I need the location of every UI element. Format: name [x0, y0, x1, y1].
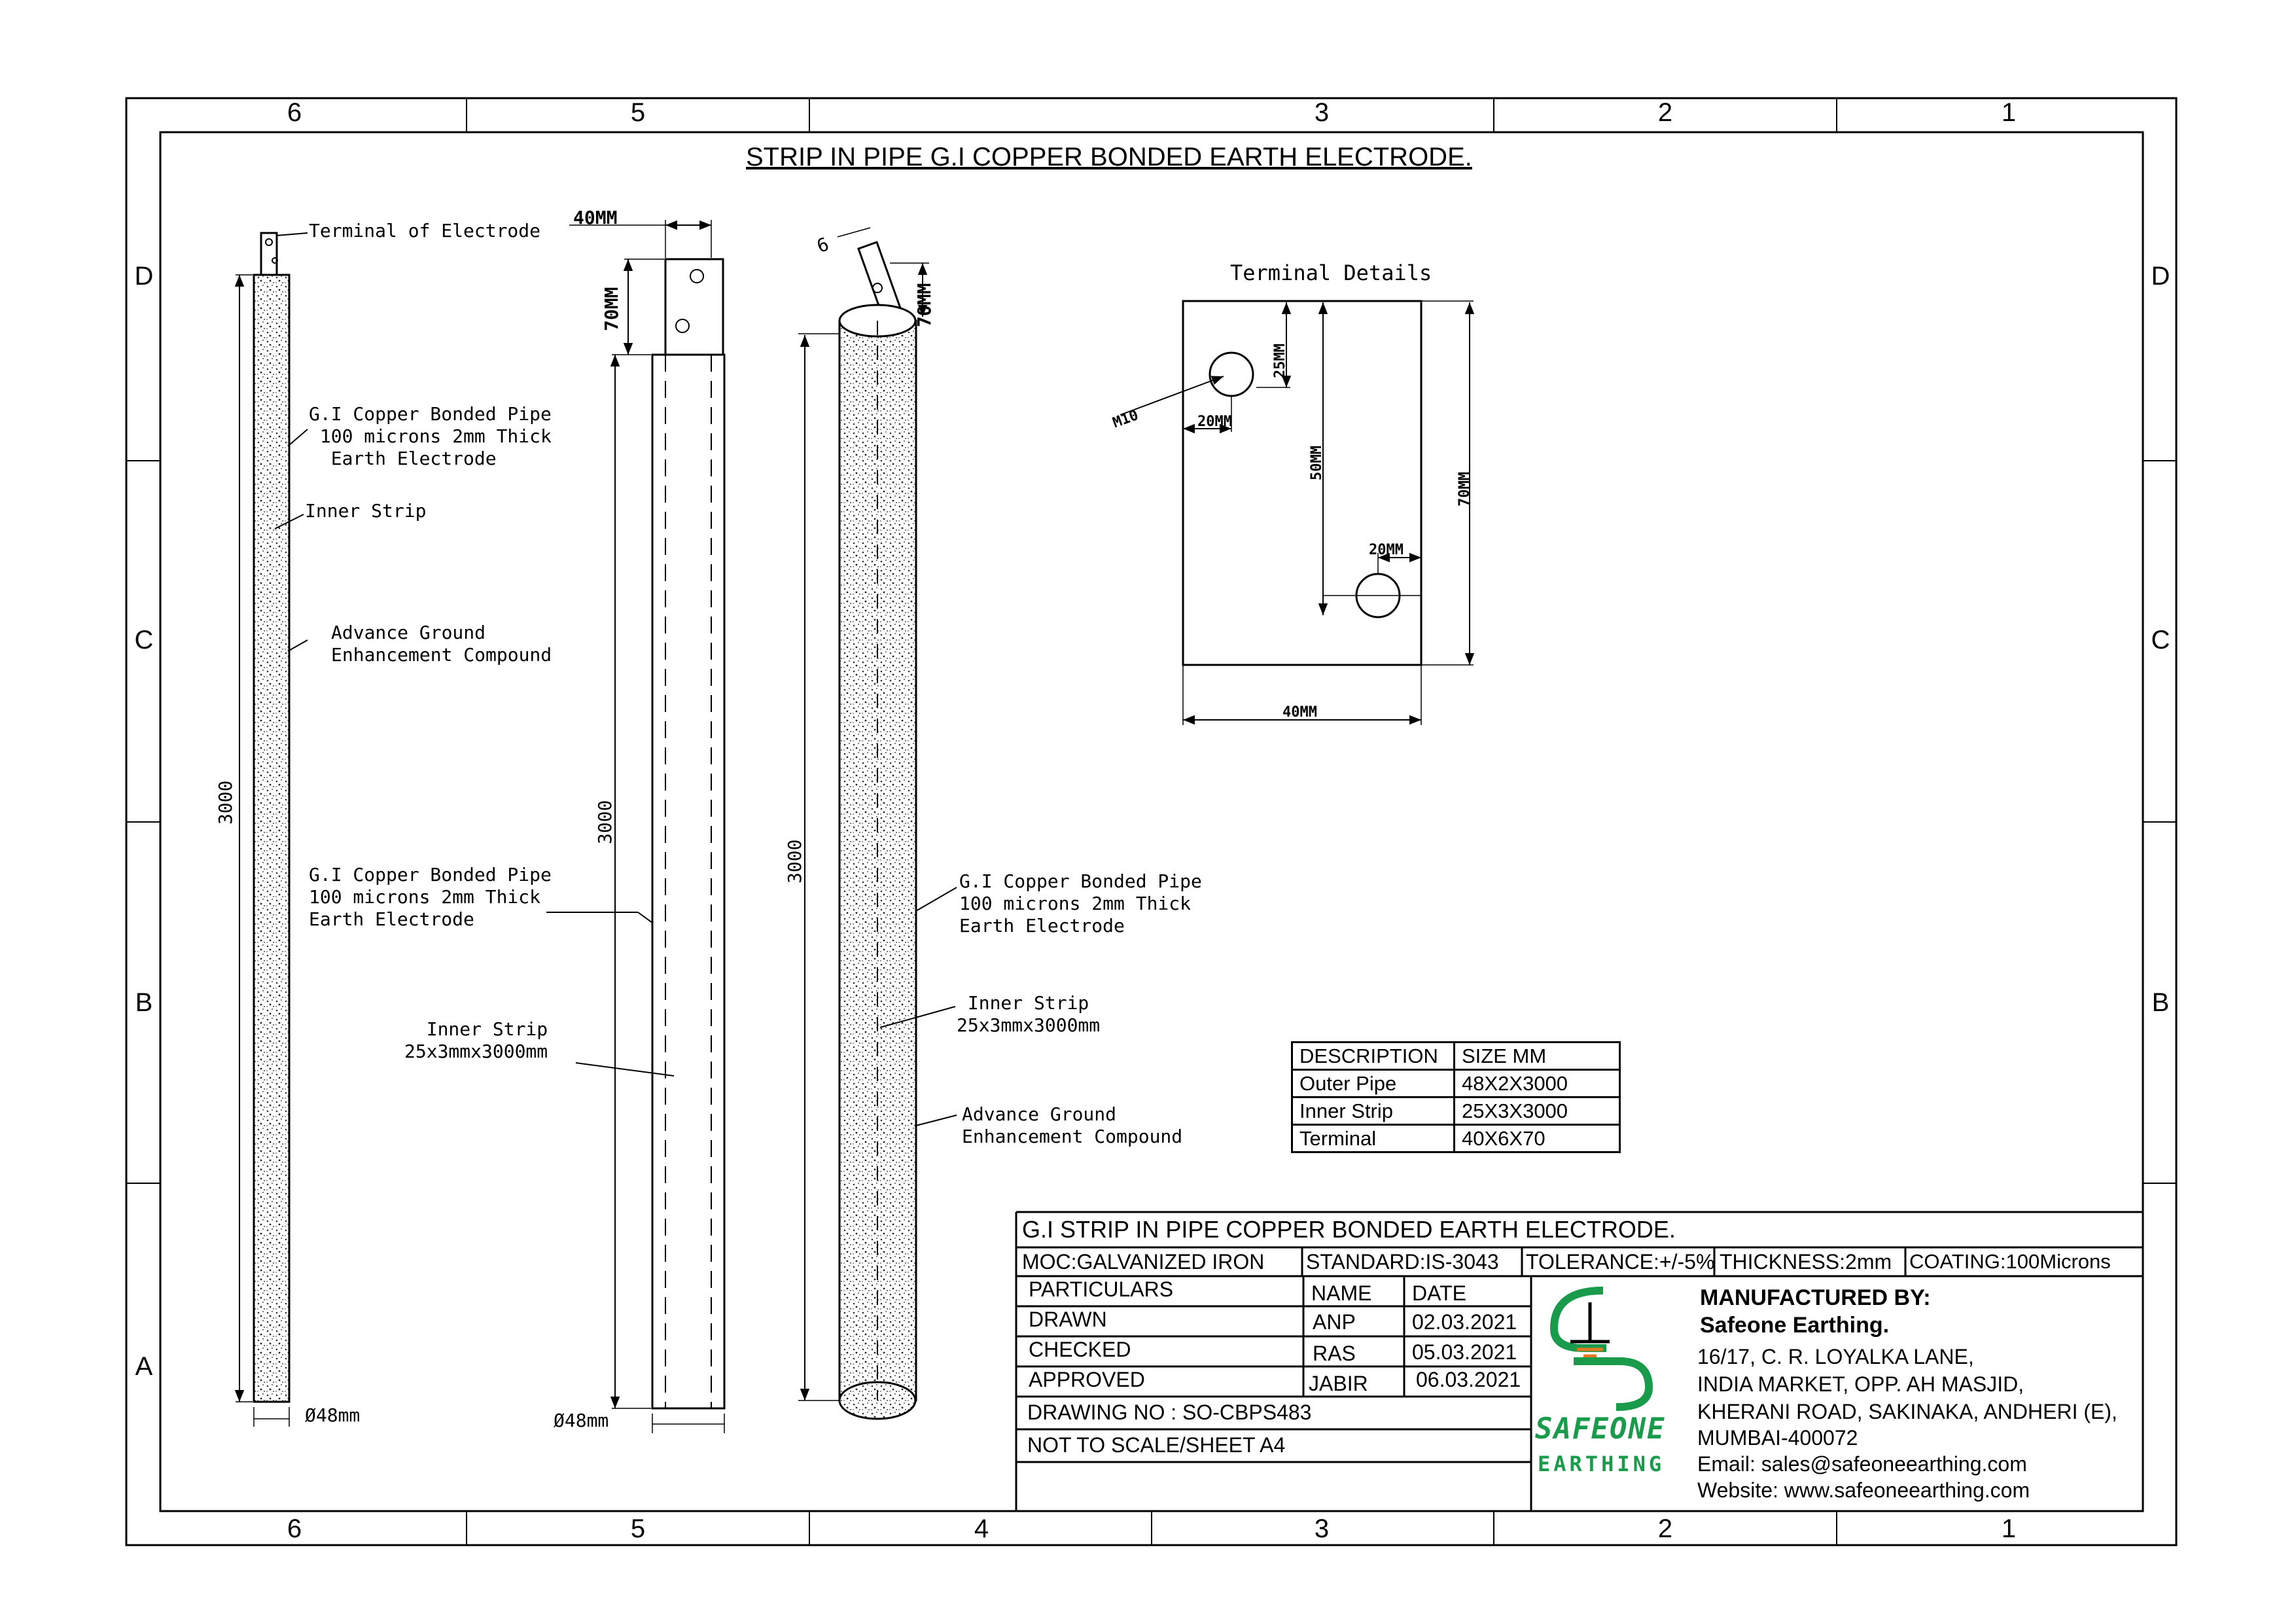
electrode-view-3 — [798, 228, 957, 1419]
tb-checked-name: RAS — [1313, 1342, 1356, 1365]
tb-standard — [1306, 1250, 1499, 1274]
zone-bottom-1: 1 — [2001, 1514, 2017, 1543]
td-dim-50: 50MM — [1309, 446, 1325, 480]
v2-length: 3000 — [594, 800, 616, 844]
mfr-website[interactable]: Website: www.safeoneearthing.com — [1697, 1478, 2030, 1502]
zone-top-1: 1 — [2001, 98, 2017, 127]
tb-tolerance-value: +/-5% — [1659, 1250, 1715, 1274]
tb-approved-date: 06.03.2021 — [1416, 1368, 1521, 1391]
tb-row-checked: CHECKED — [1029, 1338, 1131, 1361]
tb-tolerance — [1526, 1250, 1714, 1274]
terminal-details-title: Terminal Details — [1230, 260, 1432, 285]
tb-drawn-name: ANP — [1313, 1310, 1356, 1334]
mfr-address-line-3: KHERANI ROAD, SAKINAKA, ANDHERI (E), — [1697, 1400, 2117, 1423]
spec-cell: 40X6X70 — [1455, 1125, 1620, 1152]
zone-bottom-4: 4 — [974, 1514, 989, 1543]
tb-thickness — [1720, 1250, 1892, 1274]
zone-top-5: 5 — [630, 98, 646, 127]
tb-row-approved: APPROVED — [1029, 1368, 1145, 1391]
mfr-email[interactable]: Email: sales@safeoneearthing.com — [1697, 1452, 2027, 1476]
tb-standard-label: STANDARD: — [1306, 1250, 1426, 1274]
v1-inner-strip-label: Inner Strip — [305, 500, 427, 522]
safeone-logo — [1554, 1291, 1649, 1407]
zone-bottom-5: 5 — [630, 1514, 646, 1543]
tb-title: G.I STRIP IN PIPE COPPER BONDED EARTH ELECTRODE. — [1022, 1216, 1676, 1243]
v2-terminal-height: 70MM — [601, 287, 622, 331]
tb-coating — [1909, 1250, 2111, 1274]
zone-right-c: C — [2151, 626, 2170, 654]
terminal-details — [1120, 301, 1474, 725]
v3-length: 3000 — [784, 839, 805, 883]
tb-approved-name: JABIR — [1309, 1372, 1368, 1395]
v1-terminal-label: Terminal of Electrode — [309, 220, 541, 241]
spec-cell: 48X2X3000 — [1455, 1070, 1620, 1097]
table-row — [1292, 1070, 1620, 1097]
tb-moc-value: GALVANIZED IRON — [1076, 1250, 1265, 1274]
v1-compound-label: Advance Ground Enhancement Compound — [331, 622, 552, 666]
v2-pipe-label: G.I Copper Bonded Pipe 100 microns 2mm Thick Earth Electrode — [309, 864, 552, 930]
spec-header-row — [1292, 1043, 1620, 1070]
tb-thickness-value: 2mm — [1845, 1250, 1892, 1274]
td-dim-20-top: 20MM — [1197, 414, 1232, 430]
zone-top-3: 3 — [1314, 98, 1330, 127]
v1-pipe-label: G.I Copper Bonded Pipe 100 microns 2mm Thick Earth Electrode — [309, 403, 552, 469]
tb-scale: NOT TO SCALE/SHEET A4 — [1027, 1433, 1286, 1457]
zone-left-d: D — [134, 262, 154, 291]
zone-bottom-2: 2 — [1657, 1514, 1673, 1543]
td-dim-40: 40MM — [1282, 704, 1317, 721]
tb-moc-label: MOC: — [1022, 1250, 1077, 1274]
v2-width: 40MM — [573, 207, 618, 228]
tb-tolerance-label: TOLERANCE: — [1526, 1250, 1659, 1274]
tb-drawn-date: 02.03.2021 — [1412, 1310, 1517, 1334]
spec-table — [1291, 1041, 1621, 1153]
tb-moc — [1022, 1250, 1264, 1274]
spec-cell: Terminal — [1292, 1125, 1455, 1152]
spec-cell: Inner Strip — [1292, 1097, 1455, 1125]
zone-bottom-3: 3 — [1314, 1514, 1330, 1543]
table-row — [1292, 1125, 1620, 1152]
zone-top-2: 2 — [1657, 98, 1673, 127]
electrode-view-2 — [546, 220, 724, 1433]
spec-cell: 25X3X3000 — [1455, 1097, 1620, 1125]
logo-text-earthing: EARTHING — [1538, 1452, 1665, 1476]
v3-compound-label: Advance Ground Enhancement Compound — [962, 1103, 1183, 1147]
td-hole-size: M10 — [1110, 407, 1141, 432]
tb-standard-value: IS-3043 — [1425, 1250, 1499, 1274]
tb-row-drawn: DRAWN — [1029, 1308, 1107, 1331]
logo-text-safeone: SAFEONE — [1535, 1412, 1666, 1446]
zone-right-b: B — [2151, 988, 2170, 1017]
td-dim-20-bottom: 20MM — [1369, 542, 1404, 558]
mfr-address-line-1: 16/17, C. R. LOYALKA LANE, — [1697, 1345, 1974, 1368]
v3-pipe-label: G.I Copper Bonded Pipe 100 microns 2mm Thick Earth Electrode — [959, 870, 1202, 936]
zone-left-b: B — [135, 988, 153, 1017]
tb-particulars: PARTICULARS — [1029, 1277, 1174, 1301]
mfr-address-line-4: MUMBAI-400072 — [1697, 1426, 1858, 1450]
mfr-address-line-2: INDIA MARKET, OPP. AH MASJID, — [1697, 1372, 2024, 1396]
tb-name-header: NAME — [1311, 1281, 1372, 1305]
zone-left-a: A — [135, 1352, 153, 1381]
v1-diameter: Ø48mm — [305, 1404, 361, 1426]
electrode-view-1 — [236, 233, 308, 1427]
v3-terminal-height: 70MM — [913, 283, 935, 327]
zone-top-6: 6 — [287, 98, 302, 127]
tb-thickness-label: THICKNESS: — [1720, 1250, 1846, 1274]
tb-coating-value: 100Microns — [2005, 1250, 2111, 1273]
spec-header-size: SIZE MM — [1455, 1043, 1620, 1070]
zone-right-d: D — [2151, 262, 2170, 291]
mfr-name: Safeone Earthing. — [1700, 1313, 1890, 1338]
td-dim-70: 70MM — [1457, 472, 1473, 507]
td-dim-25: 25MM — [1272, 344, 1288, 378]
drawing-title: STRIP IN PIPE G.I COPPER BONDED EARTH ELECTRODE. — [746, 143, 1472, 171]
spec-header-description: DESCRIPTION — [1292, 1043, 1455, 1070]
v2-inner-strip-label: Inner Strip 25x3mmx3000mm — [404, 1018, 548, 1062]
tb-checked-date: 05.03.2021 — [1412, 1340, 1517, 1364]
zone-bottom-6: 6 — [287, 1514, 302, 1543]
table-row — [1292, 1097, 1620, 1125]
v3-inner-strip-label: Inner Strip 25x3mmx3000mm — [957, 992, 1101, 1036]
mfr-heading: MANUFACTURED BY: — [1700, 1285, 1931, 1310]
v3-thickness: 6 — [814, 233, 832, 258]
tb-drawing-no: DRAWING NO : SO-CBPS483 — [1027, 1400, 1312, 1424]
zone-left-c: C — [134, 626, 154, 654]
tb-date-header: DATE — [1412, 1281, 1466, 1305]
v2-diameter: Ø48mm — [554, 1410, 609, 1431]
tb-coating-label: COATING: — [1909, 1250, 2006, 1273]
spec-cell: Outer Pipe — [1292, 1070, 1455, 1097]
v1-length: 3000 — [215, 780, 236, 825]
